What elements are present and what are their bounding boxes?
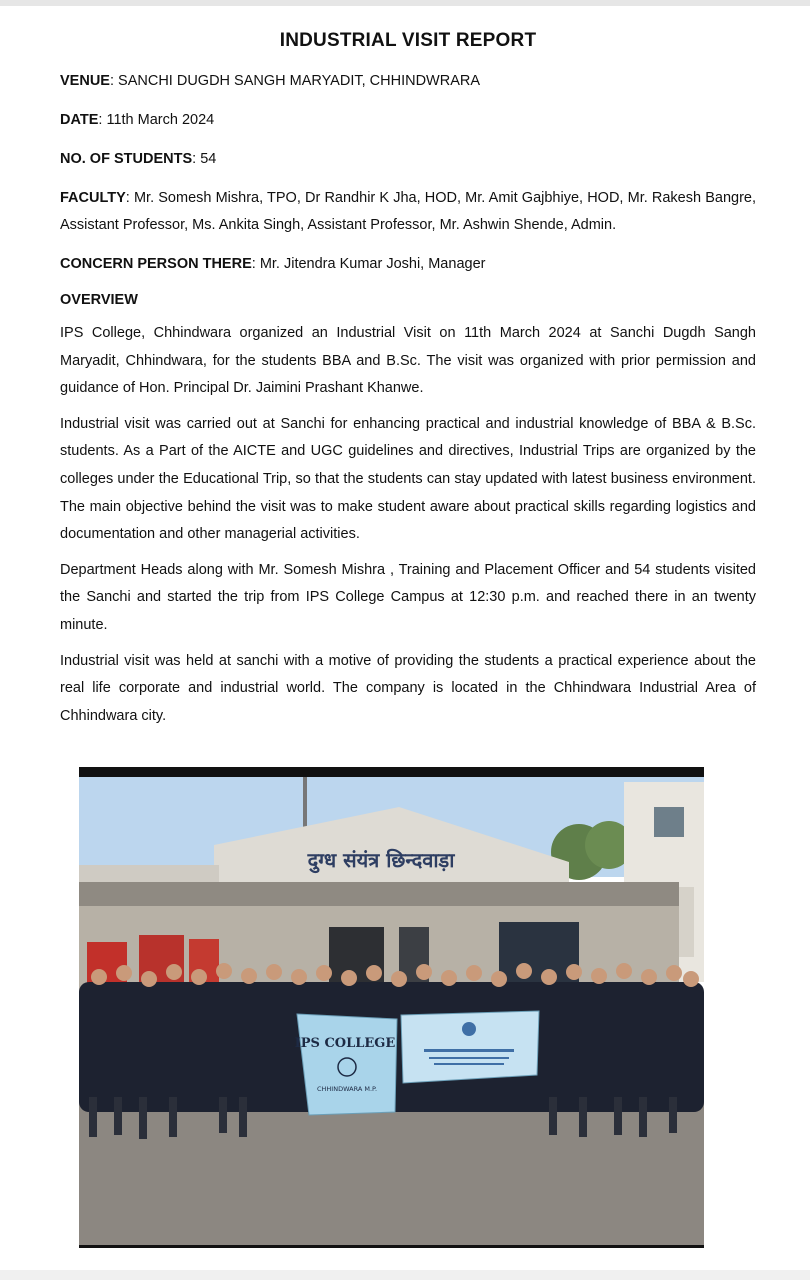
faculty-label: FACULTY [60,190,126,206]
banner-left-subtitle: CHHINDWARA M.P. [316,1085,378,1093]
concern-field: CONCERN PERSON THERE: Mr. Jitendra Kumar Joshi, Manager [60,256,486,272]
students-field: NO. OF STUDENTS: 54 [60,151,217,167]
photo-bottom-border [79,1245,704,1248]
photo-top-border [79,767,704,777]
date-field: DATE: 11th March 2024 [60,112,215,128]
paragraph-1: IPS College, Chhindwara organized an Industrial Visit on 11th March 2024 at Sanchi Dugdh Sangh Maryadit, Chhindwara, for the students BBA and B.Sc. The visit was organized with prior permission and guidance of Hon. Principal Dr. Jaimini Prashant Khanwe. [60,325,756,397]
paragraph-3: Department Heads along with Mr. Somesh Mishra , Training and Placement Officer and 54 students visited the Sanchi and started the trip from IPS College Campus at 12:30 p.m. and reached there in an twenty minute. [60,561,756,633]
venue-value: SANCHI DUGDH SANGH MARYADIT, CHHINDWRARA [118,73,481,89]
building-sign: दुग्ध संयंत्र छिन्दवाड़ा [307,848,455,872]
paragraph-2: Industrial visit was carried out at Sanchi for enhancing practical and industrial knowledge of BBA & B.Sc. students. As a Part of the AICTE and UGC guidelines and directives, Industrial Trips are organized by the colleges under the Educational Trip, so that the students can stay updated with latest business environment. The main objective behind the visit was to make student aware about practical skills regarding logistics and documentation and other managerial activities. [60,415,756,543]
group-photo-illustration [79,767,704,1248]
paragraph-4: Industrial visit was held at sanchi with a motive of providing the students a practical experience about the real life corporate and industrial world. The company is located in the Chhindwara Industrial Area of Chhindwara city. [60,652,756,724]
faculty-field: FACULTY: Mr. Somesh Mishra, TPO, Dr Randhir K Jha, HOD, Mr. Amit Gajbhiye, HOD, Mr. Rakesh Bangre, Assistant Professor, Ms. Ankita Singh, Assistant Professor, Mr. Ashwin Shende, Admin. [60,190,757,233]
venue-field: VENUE: SANCHI DUGDH SANGH MARYADIT, CHHINDWRARA [60,73,481,89]
venue-label: VENUE [60,73,110,89]
overview-heading: OVERVIEW [60,292,138,308]
faculty-value: Mr. Somesh Mishra, TPO, Dr Randhir K Jha, HOD, Mr. Amit Gajbhiye, HOD, Mr. Rakesh Bangre, Assistant Professor, Ms. Ankita Singh, Assistant Professor, Mr. Ashwin Shende, Admin. [60,190,757,233]
students-value: 54 [200,151,217,167]
bottom-edge [0,1270,810,1280]
students-label: NO. OF STUDENTS [60,151,193,167]
date-label: DATE [60,112,99,128]
report-page [60,30,756,738]
group-photo [79,767,704,1248]
concern-label: CONCERN PERSON THERE [60,256,252,272]
report-title: INDUSTRIAL VISIT REPORT [279,30,537,51]
concern-value: Mr. Jitendra Kumar Joshi, Manager [259,256,486,272]
top-edge [0,0,810,6]
banner-left-title: IPS COLLEGE [294,1036,396,1051]
date-value: 11th March 2024 [106,112,215,128]
